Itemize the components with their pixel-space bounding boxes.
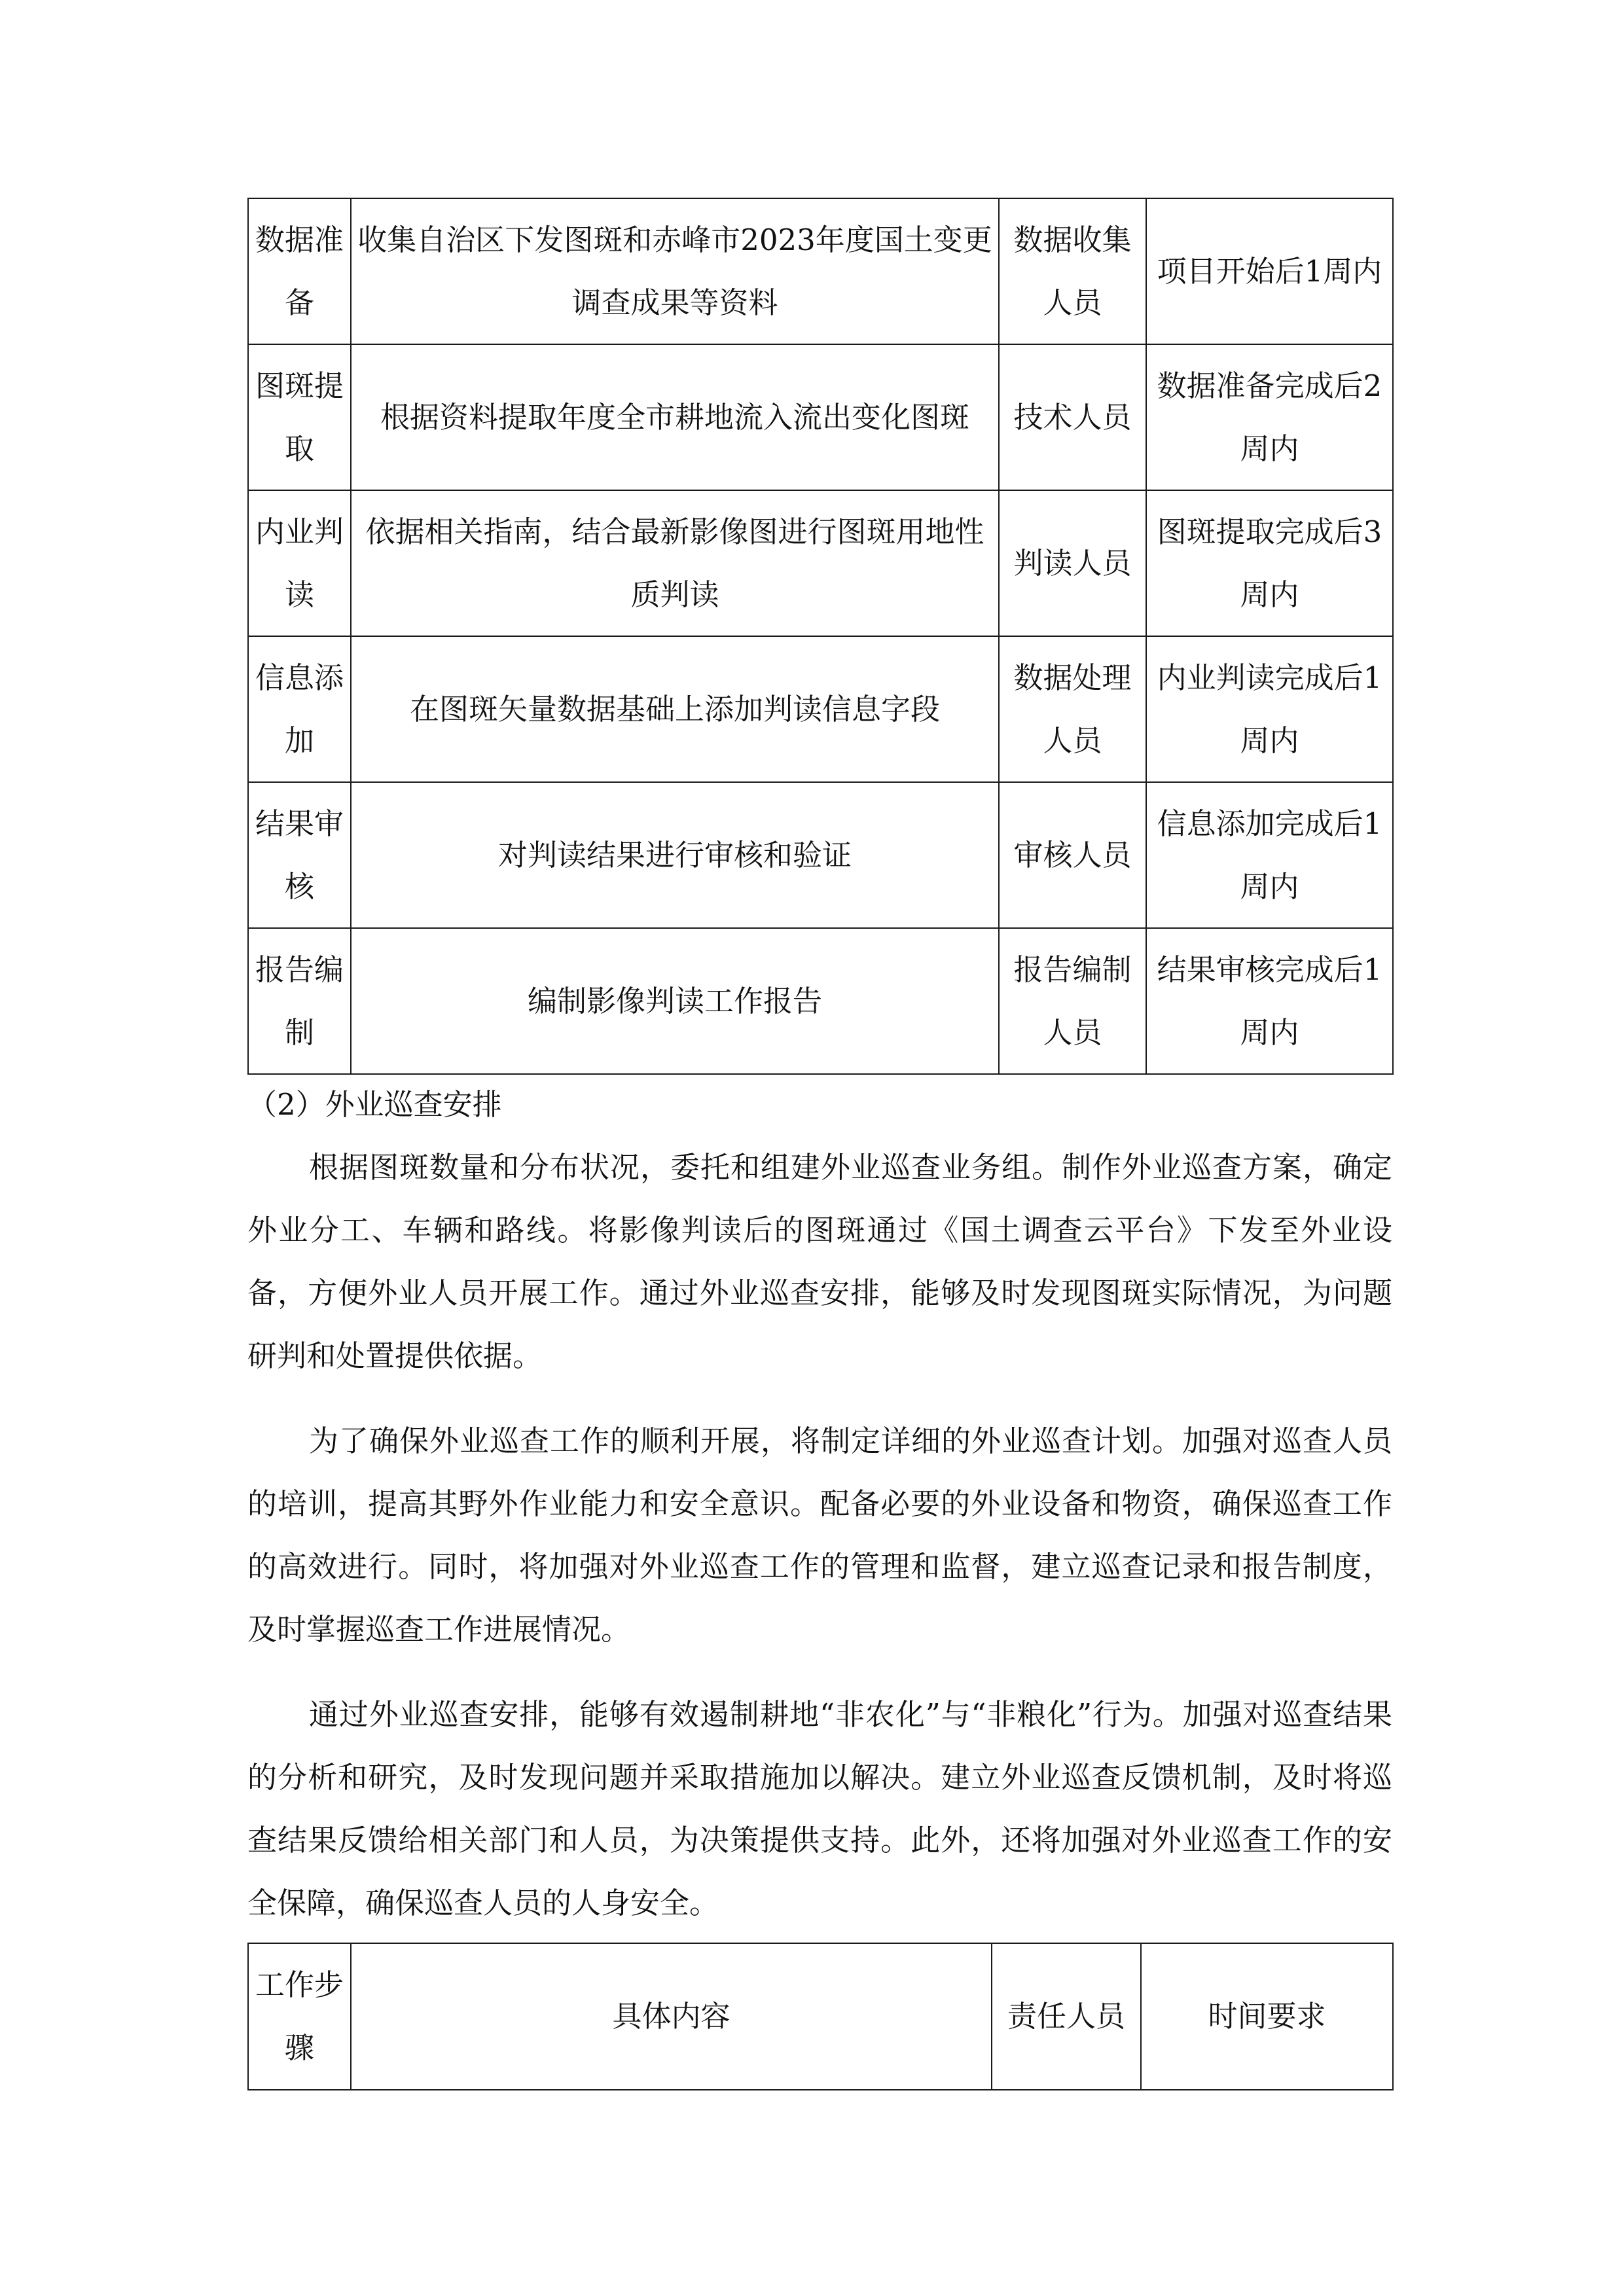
table-row — [248, 928, 1393, 1074]
content-cell: 根据资料提取年度全市耕地流入流出变化图斑 — [351, 344, 999, 490]
header-step: 工作步骤 — [248, 1943, 351, 2090]
content-cell: 依据相关指南，结合最新影像图进行图斑用地性质判读 — [351, 490, 999, 636]
step-cell: 数据准备 — [248, 198, 351, 344]
header-deadline: 时间要求 — [1141, 1943, 1393, 2090]
body-paragraph: 根据图斑数量和分布状况，委托和组建外业巡查业务组。制作外业巡查方案，确定外业分工、车辆和路线。将影像判读后的图斑通过《国土调查云平台》下发至外业设备，方便外业人员开展工作。通过外业巡查安排，能够及时发现图斑实际情况，为问题研判和处置提供依据。 — [247, 1150, 1392, 1373]
step-cell: 图斑提取 — [248, 344, 351, 490]
step-cell: 内业判读 — [248, 490, 351, 636]
table-row — [248, 198, 1393, 344]
step-cell: 信息添加 — [248, 636, 351, 782]
table-row — [248, 782, 1393, 928]
body-paragraph: 通过外业巡查安排，能够有效遏制耕地“非农化”与“非粮化”行为。加强对巡查结果的分析和研究，及时发现问题并采取措施加以解决。建立外业巡查反馈机制，及时将巡查结果反馈给相关部门和人员，为决策提供支持。此外，还将加强对外业巡查工作的安全保障，确保巡查人员的人身安全。 — [247, 1697, 1392, 1920]
header-responsible: 责任人员 — [992, 1943, 1141, 2090]
content-cell: 在图斑矢量数据基础上添加判读信息字段 — [351, 636, 999, 782]
responsible-cell: 数据处理人员 — [999, 636, 1146, 782]
deadline-cell: 图斑提取完成后3周内 — [1146, 490, 1393, 636]
field-inspection-table — [247, 1943, 1394, 2090]
content-cell: 编制影像判读工作报告 — [351, 928, 999, 1074]
deadline-cell: 结果审核完成后1周内 — [1146, 928, 1393, 1074]
deadline-cell: 数据准备完成后2周内 — [1146, 344, 1393, 490]
responsible-cell: 判读人员 — [999, 490, 1146, 636]
section-heading: （2）外业巡查安排 — [247, 1087, 502, 1122]
table-row — [248, 344, 1393, 490]
content-cell: 对判读结果进行审核和验证 — [351, 782, 999, 928]
table-row — [248, 636, 1393, 782]
step-cell: 报告编制 — [248, 928, 351, 1074]
step-cell: 结果审核 — [248, 782, 351, 928]
work-plan-table-continued — [247, 198, 1394, 1075]
header-content: 具体内容 — [351, 1943, 992, 2090]
body-paragraph: 为了确保外业巡查工作的顺利开展，将制定详细的外业巡查计划。加强对巡查人员的培训，提高其野外作业能力和安全意识。配备必要的外业设备和物资，确保巡查工作的高效进行。同时，将加强对外业巡查工作的管理和监督，建立巡查记录和报告制度，及时掌握巡查工作进展情况。 — [247, 1424, 1392, 1647]
table-row — [248, 490, 1393, 636]
deadline-cell: 信息添加完成后1周内 — [1146, 782, 1393, 928]
responsible-cell: 技术人员 — [999, 344, 1146, 490]
responsible-cell: 数据收集人员 — [999, 198, 1146, 344]
content-cell: 收集自治区下发图斑和赤峰市2023年度国土变更调查成果等资料 — [351, 198, 999, 344]
deadline-cell: 内业判读完成后1周内 — [1146, 636, 1393, 782]
responsible-cell: 审核人员 — [999, 782, 1146, 928]
responsible-cell: 报告编制人员 — [999, 928, 1146, 1074]
table-header-row — [248, 1943, 1393, 2090]
deadline-cell: 项目开始后1周内 — [1146, 198, 1393, 344]
